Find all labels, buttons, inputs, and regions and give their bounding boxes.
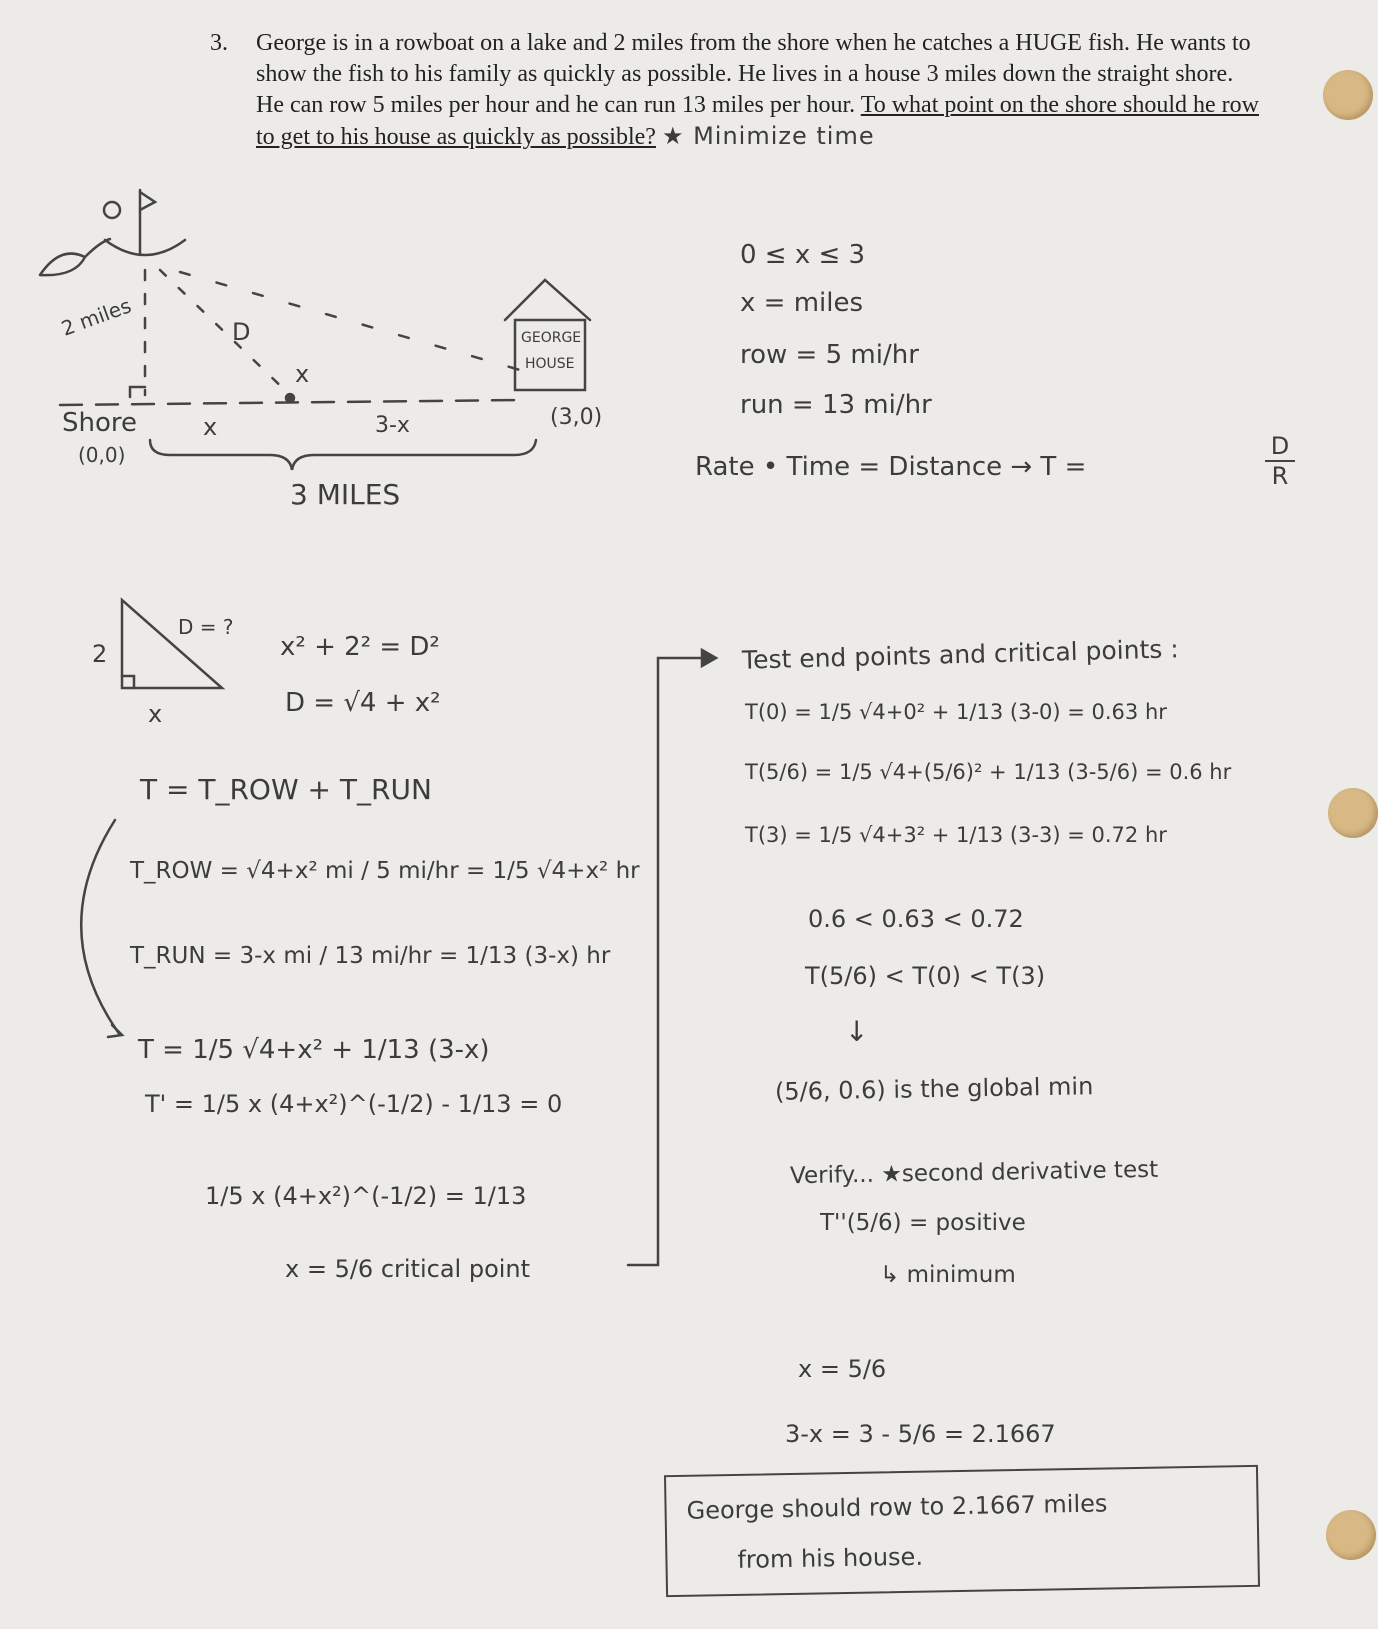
- comparison-functions: T(5/6) < T(0) < T(3): [805, 962, 1046, 990]
- second-derivative-result: T''(5/6) = positive: [820, 1210, 1026, 1236]
- x-value: x = 5/6: [798, 1355, 887, 1383]
- test-t0: T(0) = 1/5 √4+0² + 1/13 (3-0) = 0.63 hr: [745, 700, 1167, 724]
- verify-statement: Verify... ★second derivative test: [789, 1156, 1159, 1190]
- triangle-hyp-label: D = ?: [178, 615, 234, 639]
- work-left-line-7: x = 5/6 critical point: [285, 1255, 531, 1283]
- curved-arrow: [81, 820, 120, 1035]
- triangle-side-label: 2: [92, 640, 108, 668]
- triangle-right-angle: [122, 676, 134, 688]
- curved-arrow-head: [108, 1025, 122, 1037]
- rate-time-distance: Rate • Time = Distance → T =: [695, 452, 1087, 482]
- test-points-heading: Test end points and critical points :: [741, 634, 1180, 675]
- down-arrow: ↓: [845, 1015, 869, 1048]
- label-point-x: x: [295, 360, 310, 388]
- connector-line: [628, 658, 708, 1265]
- work-left-line-6: 1/5 x (4+x²)^(-1/2) = 1/13: [205, 1182, 527, 1210]
- given-domain: 0 ≤ x ≤ 3: [740, 240, 866, 270]
- problem-note: ★ Minimize time: [661, 122, 875, 150]
- label-house-coord: (3,0): [550, 405, 603, 430]
- label-hypotenuse-d: D: [232, 318, 251, 346]
- label-house-line-1: GEORGE: [521, 330, 582, 346]
- direct-dashed-line: [180, 272, 520, 370]
- fisherman-head: [104, 202, 120, 218]
- right-angle-mark: [130, 387, 145, 397]
- problem-question: To what point on the shore should he row to get to his house as quickly as possible?: [256, 92, 1259, 150]
- problem-number: 3.: [210, 30, 228, 56]
- answer-box: [664, 1465, 1260, 1597]
- distance-formula: D = √4 + x²: [285, 688, 441, 718]
- label-2-miles: 2 miles: [58, 293, 135, 341]
- label-segment-x: x: [203, 413, 218, 441]
- given-units: x = miles: [740, 288, 864, 318]
- house-roof: [505, 280, 590, 320]
- label-shore: Shore: [62, 408, 138, 438]
- given-row-rate: row = 5 mi/hr: [740, 340, 919, 370]
- label-segment-rest: 3-x: [375, 413, 410, 438]
- rate-fraction-den: R: [1271, 462, 1289, 490]
- label-three-miles: 3 MILES: [290, 478, 401, 511]
- work-left-line-3: T_RUN = 3-x mi / 13 mi/hr = 1/13 (3-x) hr: [130, 943, 611, 969]
- pythagorean-equation: x² + 2² = D²: [280, 632, 440, 662]
- rate-fraction: [1265, 432, 1295, 490]
- three-miles-brace: [150, 440, 536, 470]
- triangle-base-label: x: [148, 700, 163, 728]
- given-run-rate: run = 13 mi/hr: [740, 390, 932, 420]
- connector-arrow-head: [702, 650, 716, 666]
- work-left-line-1: T = T_ROW + T_RUN: [140, 773, 432, 806]
- test-t56: T(5/6) = 1/5 √4+(5/6)² + 1/13 (3-5/6) = 0.6 hr: [745, 760, 1232, 784]
- hypotenuse-row-path: [160, 270, 290, 395]
- fishing-line: [85, 239, 110, 257]
- answer-line-1: George should row to 2.1667 miles: [686, 1489, 1108, 1525]
- work-left-line-2: T_ROW = √4+x² mi / 5 mi/hr = 1/5 √4+x² hr: [130, 858, 640, 884]
- minimum-conclusion: ↳ minimum: [880, 1262, 1016, 1288]
- work-left-line-4: T = 1/5 √4+x² + 1/13 (3-x): [138, 1035, 490, 1065]
- fish-sketch: [40, 254, 85, 276]
- boat-flag: [140, 192, 155, 210]
- work-left-line-5: T' = 1/5 x (4+x²)^(-1/2) - 1/13 = 0: [145, 1090, 563, 1118]
- triangle-sketch: [122, 600, 222, 688]
- boat-hull: [105, 240, 185, 255]
- label-house-line-2: HOUSE: [525, 356, 575, 372]
- rate-fraction-num: D: [1265, 432, 1295, 462]
- problem-text: George is in a rowboat on a lake and 2 miles from the shore when he catches a HUGE fish. He wants to show the fish to his family as quickly as possible. He lives in a house 3 miles down the straight shore. He can row 5 miles per hour and he can run 13 miles per hour.: [256, 30, 1251, 118]
- landing-point: [286, 394, 294, 402]
- label-origin: (0,0): [78, 443, 126, 467]
- distance-from-house: 3-x = 3 - 5/6 = 2.1667: [785, 1420, 1056, 1448]
- comparison-values: 0.6 < 0.63 < 0.72: [808, 905, 1024, 933]
- answer-line-2: from his house.: [737, 1542, 924, 1574]
- global-min-statement: (5/6, 0.6) is the global min: [774, 1072, 1094, 1106]
- test-t3: T(3) = 1/5 √4+3² + 1/13 (3-3) = 0.72 hr: [745, 823, 1167, 847]
